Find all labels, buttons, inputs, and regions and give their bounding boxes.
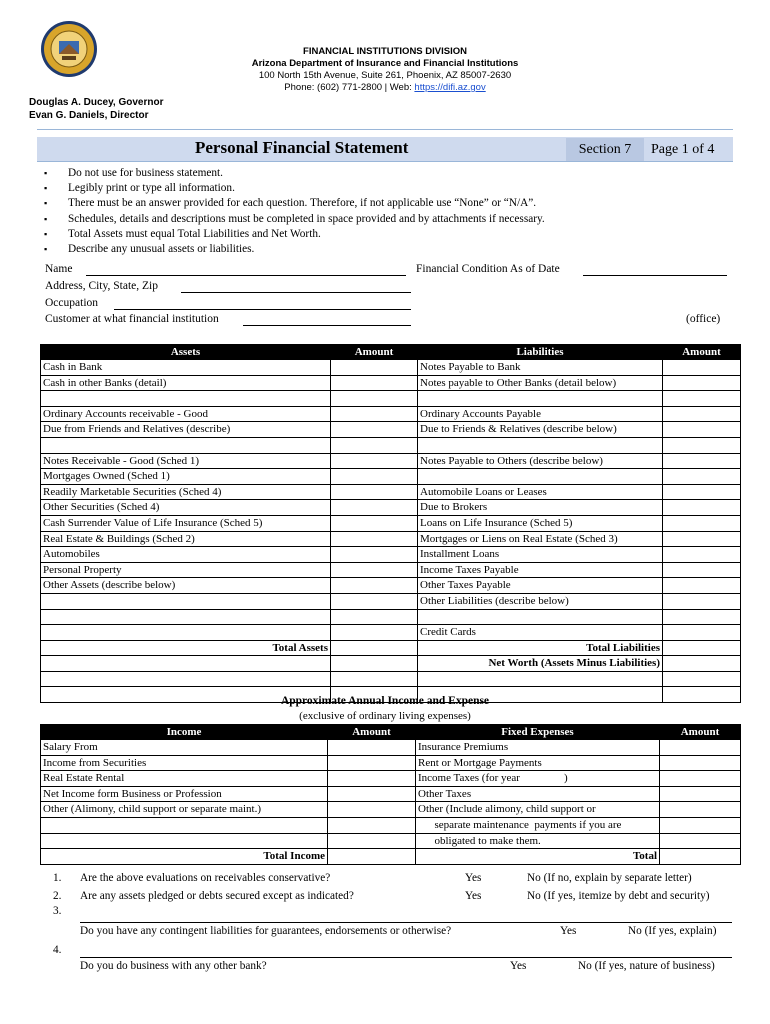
liability-label: Due to Brokers <box>418 500 663 516</box>
liabilities-amount-header: Amount <box>663 345 741 360</box>
liability-amount[interactable] <box>663 609 741 625</box>
blank-row <box>41 671 741 687</box>
asset-label: Readily Marketable Securities (Sched 4) <box>41 484 331 500</box>
expense-amount[interactable] <box>660 755 741 771</box>
instruction-item: ▪ Describe any unusual assets or liabilities. <box>44 242 545 257</box>
liability-label: Due to Friends & Relatives (describe below) <box>418 422 663 438</box>
expense-amount[interactable] <box>660 786 741 802</box>
liability-amount[interactable] <box>663 360 741 376</box>
asset-amount[interactable] <box>331 360 418 376</box>
liability-label: Income Taxes Payable <box>418 562 663 578</box>
asset-amount[interactable] <box>331 391 418 407</box>
balance-row <box>41 547 741 563</box>
liability-label <box>418 469 663 485</box>
balance-row <box>41 469 741 485</box>
expense-amount[interactable] <box>660 833 741 849</box>
asset-amount[interactable] <box>331 547 418 563</box>
answer-line[interactable] <box>80 957 732 958</box>
asset-amount[interactable] <box>331 437 418 453</box>
income-amount[interactable] <box>328 786 416 802</box>
income-expense-table <box>40 724 741 865</box>
liability-label: Notes Payable to Others (describe below) <box>418 453 663 469</box>
question-text: Are any assets pledged or debts secured except as indicated? <box>80 890 354 902</box>
governor-name: Douglas A. Ducey, Governor <box>29 97 164 108</box>
question-text: Are the above evaluations on receivables conservative? <box>80 872 331 884</box>
expense-label: obligated to make them. <box>416 833 660 849</box>
asset-amount[interactable] <box>331 562 418 578</box>
liability-amount[interactable] <box>663 593 741 609</box>
asset-label <box>41 625 331 641</box>
question-number: 2. <box>53 890 62 902</box>
occupation-label: Occupation <box>45 297 99 309</box>
expense-amount[interactable] <box>660 740 741 756</box>
income-label <box>41 833 328 849</box>
question-number: 4. <box>53 944 62 956</box>
balance-row <box>41 609 741 625</box>
expenses-amount-header: Amount <box>660 725 741 740</box>
total-income-label: Total Income <box>41 849 328 865</box>
total-income-amount[interactable] <box>328 849 416 865</box>
income-expense-subtitle: (exclusive of ordinary living expenses) <box>299 710 471 722</box>
assets-header: Assets <box>41 345 331 360</box>
total-expenses-label: Total <box>416 849 660 865</box>
income-amount[interactable] <box>328 833 416 849</box>
asset-amount[interactable] <box>331 406 418 422</box>
balance-row <box>41 500 741 516</box>
question-text: Do you have any contingent liabilities for guarantees, endorsements or otherwise? <box>80 925 452 937</box>
asset-label <box>41 437 331 453</box>
asset-amount[interactable] <box>331 484 418 500</box>
asset-amount[interactable] <box>331 469 418 485</box>
section-label: Section 7 <box>566 138 644 161</box>
liability-amount[interactable] <box>663 625 741 641</box>
liability-label: Notes payable to Other Banks (detail below) <box>418 375 663 391</box>
liability-amount[interactable] <box>663 484 741 500</box>
balance-row <box>41 391 741 407</box>
asset-amount[interactable] <box>331 375 418 391</box>
asset-label: Due from Friends and Relatives (describe) <box>41 422 331 438</box>
expense-label: separate maintenance payments if you are <box>416 817 660 833</box>
director-name: Evan G. Daniels, Director <box>29 110 149 121</box>
agency-header <box>0 46 770 94</box>
income-header-row <box>41 725 741 740</box>
asset-label: Notes Receivable - Good (Sched 1) <box>41 453 331 469</box>
asset-amount[interactable] <box>331 625 418 641</box>
asset-label: Automobiles <box>41 547 331 563</box>
income-row <box>41 802 741 818</box>
liability-amount[interactable] <box>663 562 741 578</box>
total-liabilities-label: Total Liabilities <box>418 640 663 656</box>
balance-row <box>41 437 741 453</box>
total-assets-label: Total Assets <box>41 640 331 656</box>
balance-row <box>41 531 741 547</box>
balance-row <box>41 578 741 594</box>
instruction-item: ▪ Do not use for business statement. <box>44 166 545 181</box>
liability-amount[interactable] <box>663 515 741 531</box>
no-option[interactable]: No (If yes, explain) <box>628 925 717 937</box>
no-option[interactable]: No (If yes, itemize by debt and security) <box>527 890 710 902</box>
asset-label <box>41 609 331 625</box>
income-label: Salary From <box>41 740 328 756</box>
institution-label: Customer at what financial institution <box>45 313 219 325</box>
expense-amount[interactable] <box>660 802 741 818</box>
income-row <box>41 817 741 833</box>
address-field[interactable] <box>181 292 411 293</box>
expenses-header: Fixed Expenses <box>416 725 660 740</box>
income-amount[interactable] <box>328 802 416 818</box>
question-number: 1. <box>53 872 62 884</box>
expense-label: Other (Include alimony, child support or <box>416 802 660 818</box>
asset-amount[interactable] <box>331 515 418 531</box>
yes-option[interactable]: Yes <box>465 890 482 902</box>
asset-label: Ordinary Accounts receivable - Good <box>41 406 331 422</box>
yes-option[interactable]: Yes <box>560 925 577 937</box>
asset-label: Personal Property <box>41 562 331 578</box>
liability-amount[interactable] <box>663 375 741 391</box>
liability-label: Mortgages or Liens on Real Estate (Sched 3) <box>418 531 663 547</box>
liability-amount[interactable] <box>663 500 741 516</box>
balance-row <box>41 562 741 578</box>
income-amount[interactable] <box>328 755 416 771</box>
income-amount-header: Amount <box>328 725 416 740</box>
income-row <box>41 786 741 802</box>
total-expenses-amount[interactable] <box>660 849 741 865</box>
asset-label: Cash Surrender Value of Life Insurance (Sched 5) <box>41 515 331 531</box>
expense-amount[interactable] <box>660 771 741 787</box>
income-amount[interactable] <box>328 817 416 833</box>
liability-label <box>418 391 663 407</box>
answer-line[interactable] <box>80 922 732 923</box>
address-label: Address, City, State, Zip <box>45 280 158 292</box>
balance-row <box>41 515 741 531</box>
expense-label: Income Taxes (for year ) <box>416 771 660 787</box>
asset-label: Real Estate & Buildings (Sched 2) <box>41 531 331 547</box>
agency-contact: Phone: (602) 771-2800 | Web: https://difi.az.gov <box>284 82 486 93</box>
yes-option[interactable]: Yes <box>465 872 482 884</box>
liability-amount[interactable] <box>663 547 741 563</box>
asset-amount[interactable] <box>331 609 418 625</box>
asset-amount[interactable] <box>331 500 418 516</box>
occupation-field[interactable] <box>114 309 411 310</box>
name-label: Name <box>45 263 73 275</box>
balance-row <box>41 484 741 500</box>
liability-amount[interactable] <box>663 578 741 594</box>
condition-date-label: Financial Condition As of Date <box>416 263 560 275</box>
asset-label: Cash in Bank <box>41 360 331 376</box>
asset-amount[interactable] <box>331 578 418 594</box>
balance-row <box>41 453 741 469</box>
asset-label: Mortgages Owned (Sched 1) <box>41 469 331 485</box>
no-option[interactable]: No (If yes, nature of business) <box>578 960 715 972</box>
income-label: Net Income form Business or Profession <box>41 786 328 802</box>
no-option[interactable]: No (If no, explain by separate letter) <box>527 872 692 884</box>
total-liabilities-amount[interactable] <box>663 640 741 656</box>
asset-label: Other Assets (describe below) <box>41 578 331 594</box>
total-assets-amount[interactable] <box>331 640 418 656</box>
net-worth-label: Net Worth (Assets Minus Liabilities) <box>418 656 663 672</box>
income-expense-title: Approximate Annual Income and Expense <box>280 695 490 707</box>
liability-amount[interactable] <box>663 391 741 407</box>
header-divider <box>37 129 733 130</box>
instruction-item: ▪ Total Assets must equal Total Liabilities and Net Worth. <box>44 227 545 242</box>
expense-amount[interactable] <box>660 817 741 833</box>
liability-amount[interactable] <box>663 453 741 469</box>
liability-label: Automobile Loans or Leases <box>418 484 663 500</box>
liability-amount[interactable] <box>663 437 741 453</box>
net-worth-amount[interactable] <box>663 656 741 672</box>
liability-label: Other Taxes Payable <box>418 578 663 594</box>
income-label: Income from Securities <box>41 755 328 771</box>
balance-header-row <box>41 345 741 360</box>
liability-label: Loans on Life Insurance (Sched 5) <box>418 515 663 531</box>
division-name: FINANCIAL INSTITUTIONS DIVISION <box>303 46 467 57</box>
question-number: 3. <box>53 905 62 917</box>
instruction-item: ▪ There must be an answer provided for each question. Therefore, if not applicable use “None” or “N/A”. <box>44 196 545 211</box>
liability-label: Credit Cards <box>418 625 663 641</box>
income-header: Income <box>41 725 328 740</box>
name-field[interactable] <box>86 275 406 276</box>
agency-address: 100 North 15th Avenue, Suite 261, Phoenix, AZ 85007-2630 <box>258 70 512 81</box>
income-label: Real Estate Rental <box>41 771 328 787</box>
asset-amount[interactable] <box>331 453 418 469</box>
asset-label: Other Securities (Sched 4) <box>41 500 331 516</box>
asset-label: Cash in other Banks (detail) <box>41 375 331 391</box>
asset-label <box>41 593 331 609</box>
liability-label <box>418 609 663 625</box>
page-number: Page 1 of 4 <box>651 142 715 157</box>
office-label: (office) <box>686 313 721 325</box>
instruction-item: ▪ Schedules, details and descriptions must be completed in space provided and by attachments if necessary. <box>44 212 545 227</box>
liability-label: Other Liabilities (describe below) <box>418 593 663 609</box>
expense-label: Insurance Premiums <box>416 740 660 756</box>
asset-amount[interactable] <box>331 531 418 547</box>
asset-amount[interactable] <box>331 593 418 609</box>
income-amount[interactable] <box>328 771 416 787</box>
balance-row <box>41 625 741 641</box>
balance-sheet-table <box>40 344 741 703</box>
income-totals-row <box>41 849 741 865</box>
question-text: Do you do business with any other bank? <box>80 960 267 972</box>
liability-amount[interactable] <box>663 531 741 547</box>
liability-amount[interactable] <box>663 406 741 422</box>
liability-label: Installment Loans <box>418 547 663 563</box>
totals-row <box>41 640 741 656</box>
liability-amount[interactable] <box>663 469 741 485</box>
asset-label <box>41 391 331 407</box>
income-row <box>41 771 741 787</box>
liabilities-header: Liabilities <box>418 345 663 360</box>
liability-amount[interactable] <box>663 422 741 438</box>
balance-row <box>41 422 741 438</box>
department-name: Arizona Department of Insurance and Financial Institutions <box>251 58 519 69</box>
liability-label: Ordinary Accounts Payable <box>418 406 663 422</box>
page-title: Personal Financial Statement <box>195 138 409 157</box>
balance-row <box>41 406 741 422</box>
institution-field[interactable] <box>243 325 411 326</box>
income-amount[interactable] <box>328 740 416 756</box>
liability-label <box>418 437 663 453</box>
yes-option[interactable]: Yes <box>510 960 527 972</box>
expense-label: Other Taxes <box>416 786 660 802</box>
income-row <box>41 740 741 756</box>
income-label <box>41 817 328 833</box>
income-row <box>41 755 741 771</box>
income-label: Other (Alimony, child support or separate maint.) <box>41 802 328 818</box>
website-link[interactable]: https://difi.az.gov <box>414 82 486 93</box>
officials <box>29 96 163 122</box>
expense-label: Rent or Mortgage Payments <box>416 755 660 771</box>
net-worth-row <box>41 656 741 672</box>
condition-date-field[interactable] <box>583 275 727 276</box>
instruction-item: ▪ Legibly print or type all information. <box>44 181 545 196</box>
asset-amount[interactable] <box>331 422 418 438</box>
balance-row <box>41 593 741 609</box>
balance-row <box>41 360 741 376</box>
balance-row <box>41 375 741 391</box>
instructions-list <box>44 166 545 257</box>
income-row <box>41 833 741 849</box>
liability-label: Notes Payable to Bank <box>418 360 663 376</box>
assets-amount-header: Amount <box>331 345 418 360</box>
